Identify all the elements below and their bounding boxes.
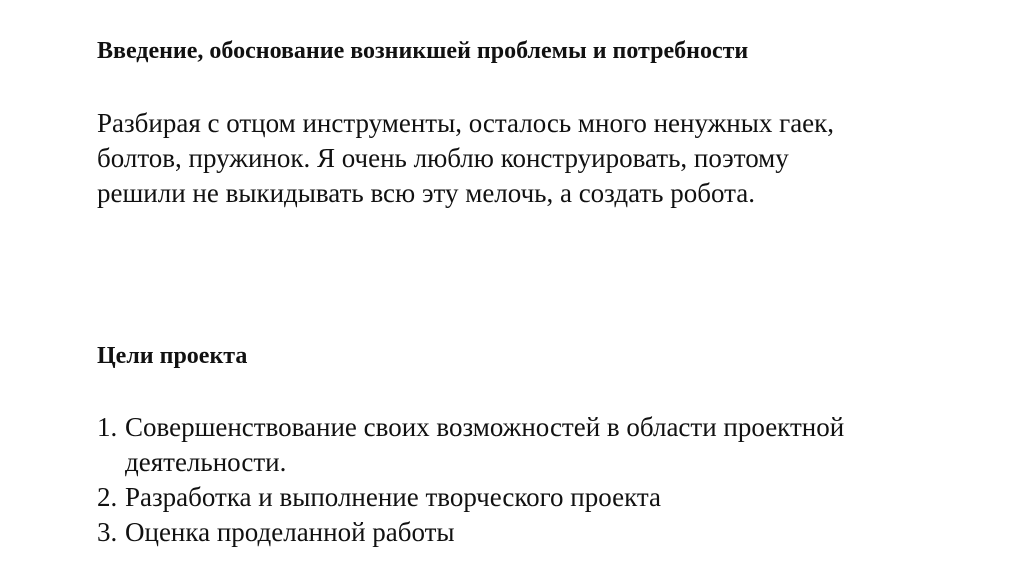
- goal-text-line: деятельности.: [125, 447, 287, 477]
- goal-text: [125, 480, 977, 515]
- intro-line: решили не выкидывать всю эту мелочь, а создать робота.: [97, 178, 755, 208]
- intro-paragraph: [97, 106, 957, 211]
- goal-text: [125, 410, 977, 480]
- intro-line: Разбирая с отцом инструменты, осталось много ненужных гаек,: [97, 108, 835, 138]
- goal-number: 1.: [97, 412, 118, 442]
- goal-text-line: Совершенствование своих возможностей в области проектной: [125, 412, 845, 442]
- goals-heading: Цели проекта: [97, 343, 248, 369]
- goal-number: 3.: [97, 517, 118, 547]
- goal-text: [125, 515, 977, 550]
- goal-text-line: Разработка и выполнение творческого проекта: [125, 482, 661, 512]
- goal-text-line: Оценка проделанной работы: [125, 517, 455, 547]
- goal-item: [97, 480, 977, 515]
- intro-line: болтов, пружинок. Я очень люблю конструировать, поэтому: [97, 143, 789, 173]
- goal-number: 2.: [97, 482, 118, 512]
- goal-item: [97, 515, 977, 550]
- goal-item: [97, 410, 977, 480]
- intro-heading: Введение, обоснование возникшей проблемы и потребности: [97, 38, 749, 64]
- goals-list: [97, 410, 977, 550]
